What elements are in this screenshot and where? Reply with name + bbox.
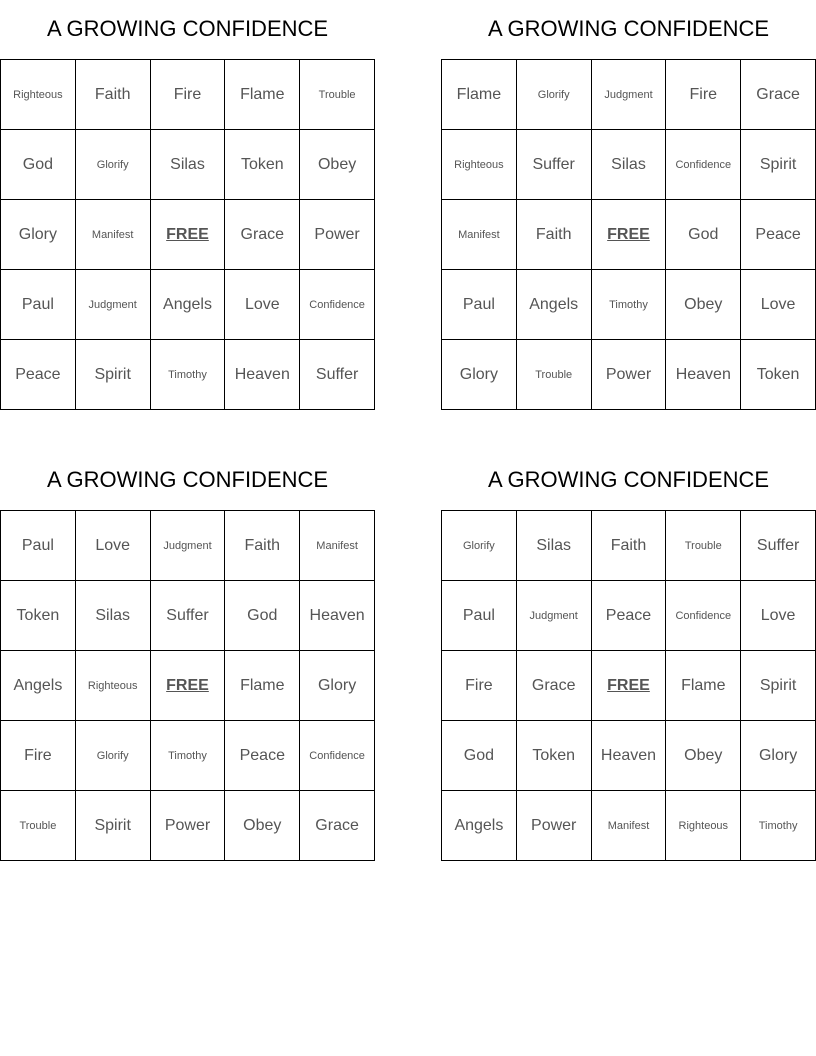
bingo-grid xyxy=(441,510,816,861)
bingo-cell: Timothy xyxy=(592,270,667,340)
bingo-grid xyxy=(441,59,816,410)
bingo-cell: Paul xyxy=(1,511,76,581)
bingo-cell: Flame xyxy=(442,60,517,130)
bingo-cell: Faith xyxy=(76,60,151,130)
bingo-cell: Love xyxy=(741,581,816,651)
card-title: A GROWING CONFIDENCE xyxy=(46,16,329,41)
free-space-cell: FREE xyxy=(151,200,226,270)
bingo-cell: Paul xyxy=(442,270,517,340)
bingo-cell: Heaven xyxy=(300,581,375,651)
bingo-cell: Token xyxy=(1,581,76,651)
bingo-cell: Suffer xyxy=(151,581,226,651)
bingo-cell: Timothy xyxy=(151,721,226,791)
bingo-cell: Spirit xyxy=(76,340,151,410)
bingo-cell: Love xyxy=(76,511,151,581)
bingo-cell: Silas xyxy=(517,511,592,581)
bingo-cell: Glorify xyxy=(76,721,151,791)
bingo-cell: Glory xyxy=(1,200,76,270)
bingo-cell: Peace xyxy=(1,340,76,410)
bingo-cell: Suffer xyxy=(300,340,375,410)
bingo-cell: Angels xyxy=(1,651,76,721)
bingo-cell: Glorify xyxy=(76,130,151,200)
bingo-cell: Trouble xyxy=(666,511,741,581)
card-title: A GROWING CONFIDENCE xyxy=(46,467,329,492)
bingo-cell: Fire xyxy=(666,60,741,130)
bingo-cell: Trouble xyxy=(517,340,592,410)
bingo-cell: Manifest xyxy=(300,511,375,581)
bingo-cell: God xyxy=(1,130,76,200)
bingo-cell: Obey xyxy=(666,270,741,340)
bingo-cell: Judgment xyxy=(592,60,667,130)
card-title: A GROWING CONFIDENCE xyxy=(487,16,770,41)
bingo-cell: Heaven xyxy=(666,340,741,410)
bingo-cell: God xyxy=(442,721,517,791)
free-space-cell: FREE xyxy=(592,200,667,270)
bingo-cell: Love xyxy=(741,270,816,340)
bingo-cell: Obey xyxy=(666,721,741,791)
bingo-cell: Peace xyxy=(225,721,300,791)
bingo-cell: Judgment xyxy=(76,270,151,340)
card-title: A GROWING CONFIDENCE xyxy=(487,467,770,492)
bingo-cell: Righteous xyxy=(666,791,741,861)
bingo-cell: Power xyxy=(151,791,226,861)
bingo-cell: Timothy xyxy=(741,791,816,861)
bingo-cell: Spirit xyxy=(741,651,816,721)
bingo-cell: God xyxy=(225,581,300,651)
bingo-cell: Token xyxy=(225,130,300,200)
bingo-cell: Heaven xyxy=(225,340,300,410)
bingo-cell: Peace xyxy=(741,200,816,270)
bingo-cell: Judgment xyxy=(151,511,226,581)
bingo-cell: Spirit xyxy=(741,130,816,200)
bingo-cell: Faith xyxy=(517,200,592,270)
bingo-cell: Grace xyxy=(300,791,375,861)
bingo-cell: Righteous xyxy=(76,651,151,721)
bingo-cell: Timothy xyxy=(151,340,226,410)
bingo-cell: Paul xyxy=(442,581,517,651)
bingo-cell: Glory xyxy=(741,721,816,791)
bingo-cell: Grace xyxy=(741,60,816,130)
bingo-cell: Fire xyxy=(151,60,226,130)
bingo-cell: Flame xyxy=(225,651,300,721)
bingo-cell: Manifest xyxy=(76,200,151,270)
bingo-cell: Token xyxy=(517,721,592,791)
bingo-cell: Fire xyxy=(1,721,76,791)
bingo-cell: Faith xyxy=(592,511,667,581)
bingo-cell: Token xyxy=(741,340,816,410)
bingo-cell: Confidence xyxy=(300,721,375,791)
bingo-cell: God xyxy=(666,200,741,270)
bingo-cell: Power xyxy=(300,200,375,270)
bingo-cell: Obey xyxy=(225,791,300,861)
bingo-cell: Angels xyxy=(517,270,592,340)
bingo-cell: Flame xyxy=(666,651,741,721)
bingo-cell: Silas xyxy=(592,130,667,200)
bingo-cell: Confidence xyxy=(300,270,375,340)
bingo-cell: Grace xyxy=(225,200,300,270)
bingo-cell: Obey xyxy=(300,130,375,200)
bingo-cell: Faith xyxy=(225,511,300,581)
bingo-cell: Glory xyxy=(442,340,517,410)
bingo-cell: Righteous xyxy=(1,60,76,130)
bingo-cell: Power xyxy=(592,340,667,410)
bingo-cell: Peace xyxy=(592,581,667,651)
bingo-cell: Righteous xyxy=(442,130,517,200)
bingo-cell: Glorify xyxy=(442,511,517,581)
bingo-cell: Trouble xyxy=(1,791,76,861)
bingo-cell: Spirit xyxy=(76,791,151,861)
bingo-cell: Trouble xyxy=(300,60,375,130)
bingo-cell: Flame xyxy=(225,60,300,130)
bingo-cell: Paul xyxy=(1,270,76,340)
bingo-cell: Manifest xyxy=(442,200,517,270)
free-space-cell: FREE xyxy=(151,651,226,721)
bingo-cell: Silas xyxy=(76,581,151,651)
bingo-cell: Fire xyxy=(442,651,517,721)
bingo-cell: Angels xyxy=(151,270,226,340)
bingo-cell: Judgment xyxy=(517,581,592,651)
bingo-cell: Silas xyxy=(151,130,226,200)
bingo-cell: Confidence xyxy=(666,581,741,651)
bingo-cell: Heaven xyxy=(592,721,667,791)
free-space-cell: FREE xyxy=(592,651,667,721)
bingo-cell: Love xyxy=(225,270,300,340)
bingo-cell: Power xyxy=(517,791,592,861)
bingo-cell: Glory xyxy=(300,651,375,721)
bingo-cell: Glorify xyxy=(517,60,592,130)
bingo-cell: Manifest xyxy=(592,791,667,861)
bingo-grid xyxy=(0,59,375,410)
bingo-cell: Grace xyxy=(517,651,592,721)
bingo-cell: Confidence xyxy=(666,130,741,200)
bingo-cell: Suffer xyxy=(741,511,816,581)
bingo-cell: Suffer xyxy=(517,130,592,200)
bingo-cell: Angels xyxy=(442,791,517,861)
bingo-grid xyxy=(0,510,375,861)
